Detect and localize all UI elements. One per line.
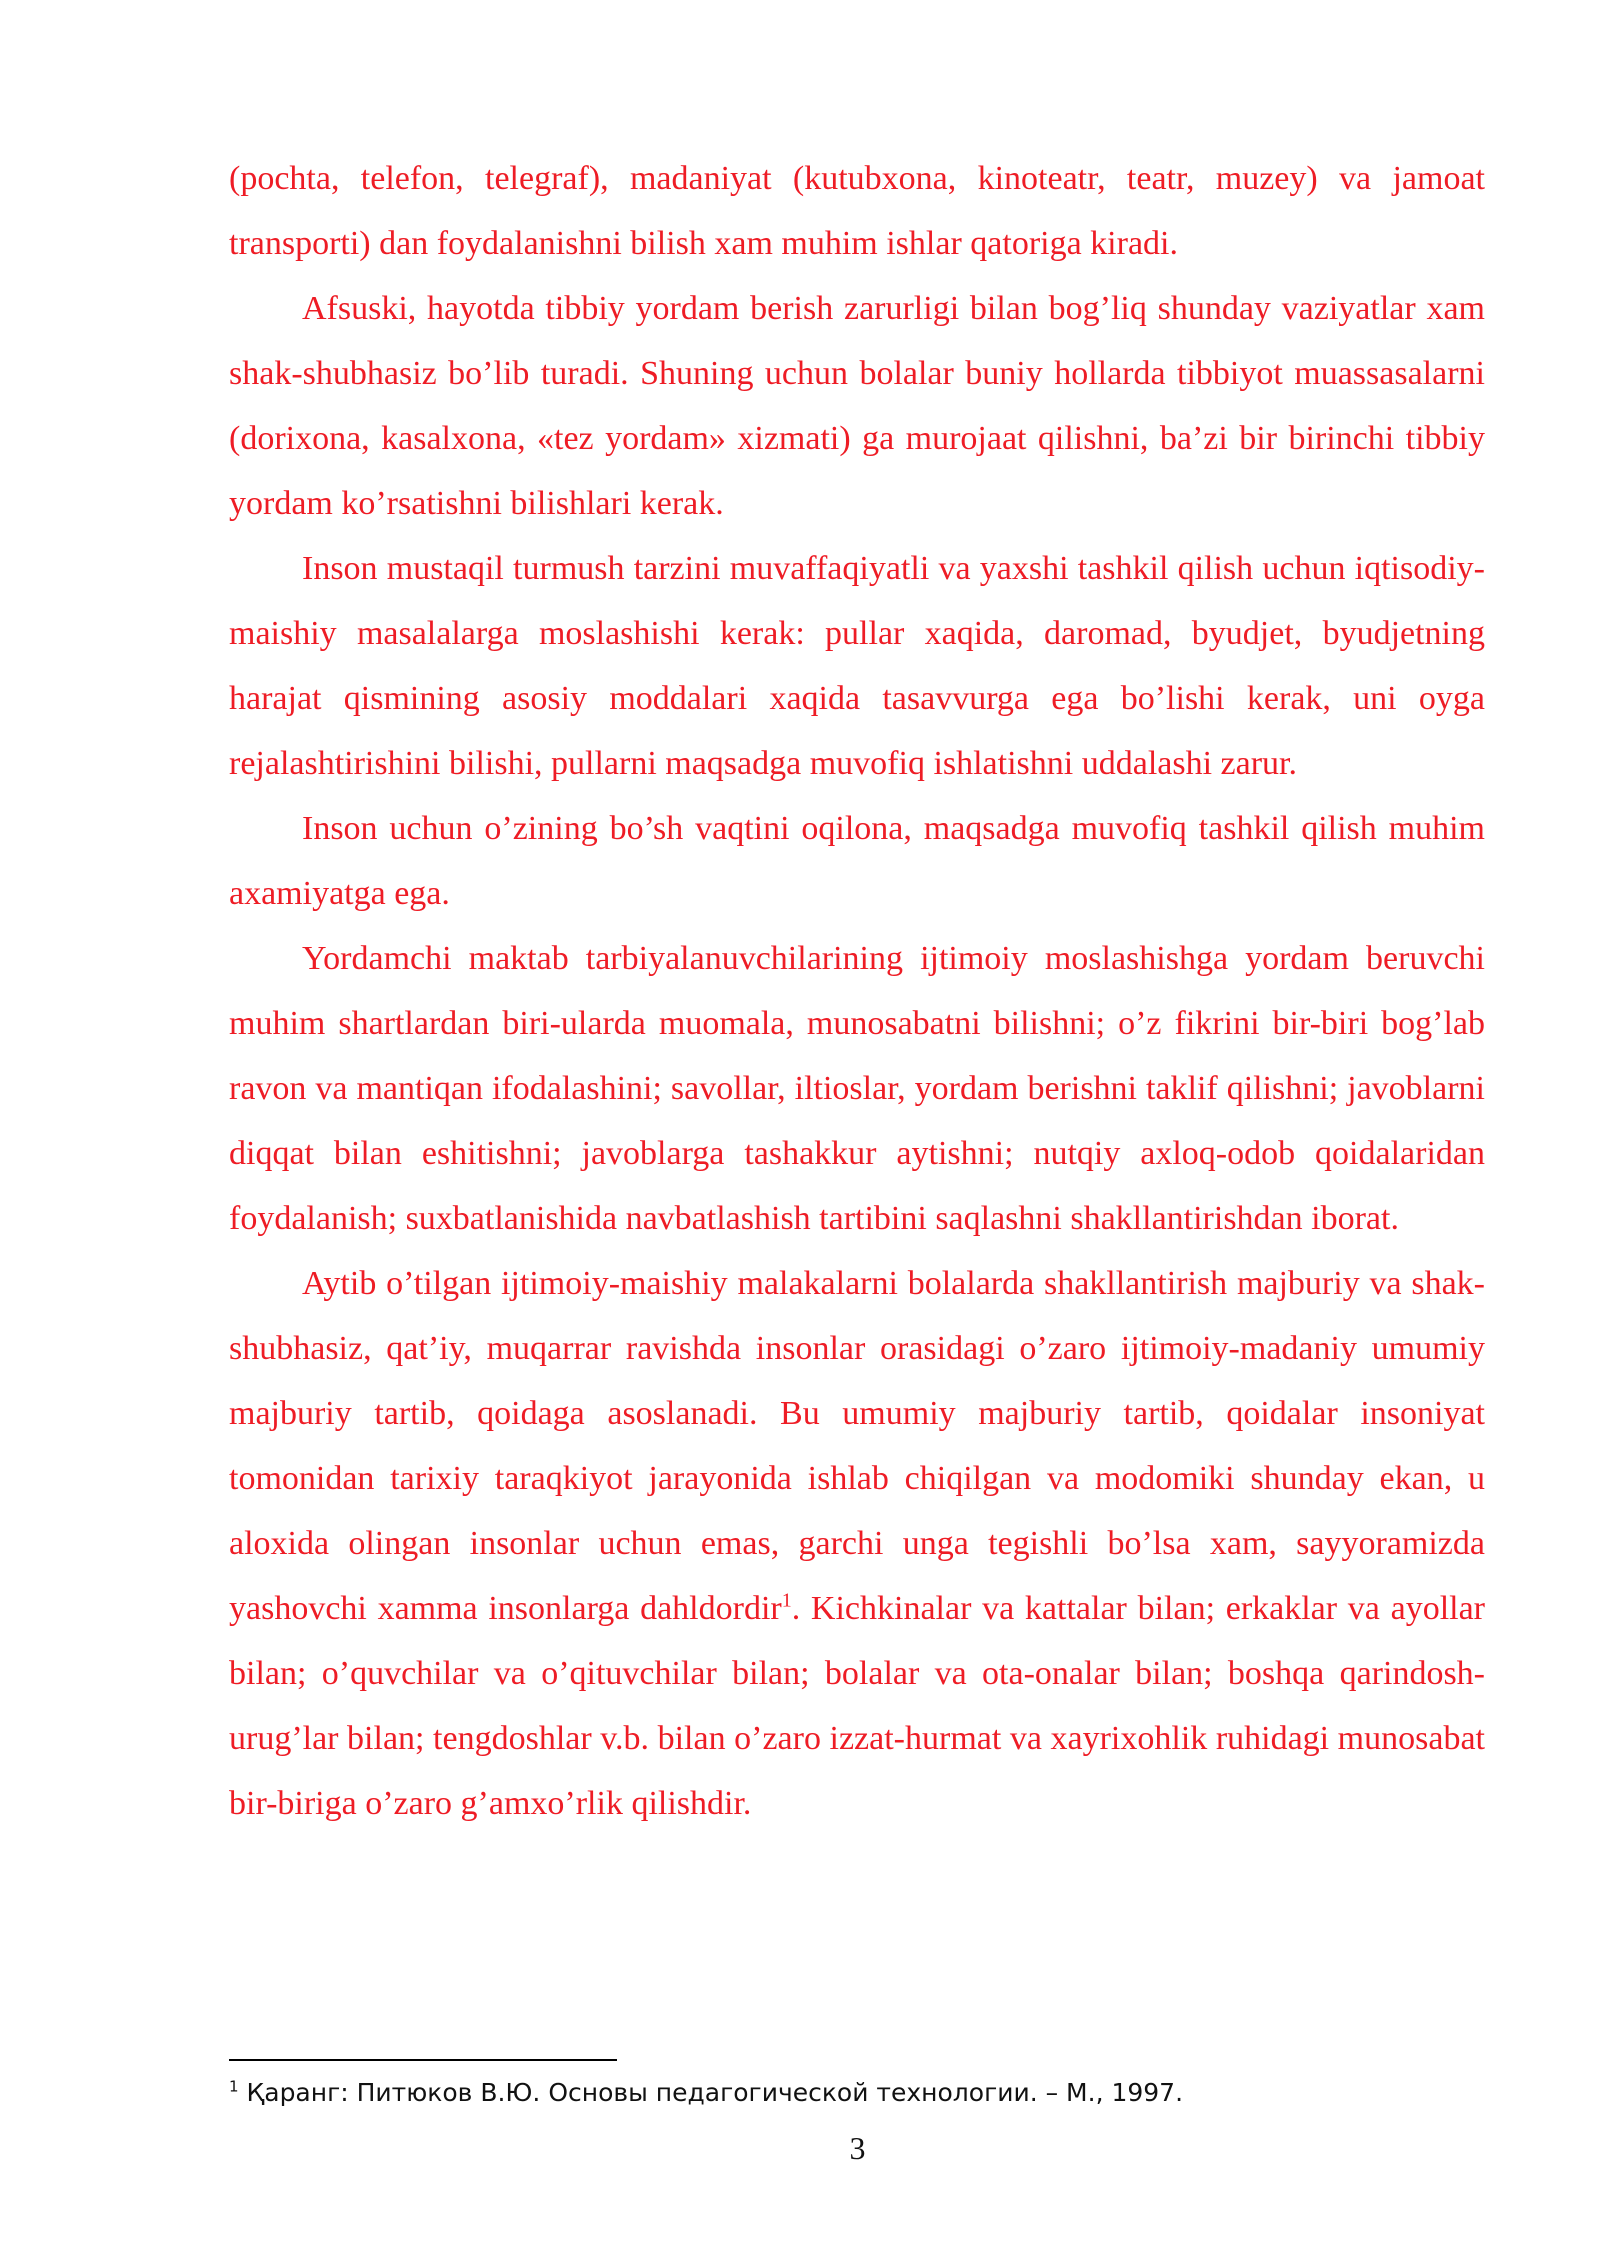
body-text bbox=[229, 146, 1485, 1836]
paragraph-6-part-2: . Kichkinalar va kattalar bilan; erkaklar va ayollar bilan; o’quvchilar va o’qituvchilar bilan; bolalar va ota-onalar bilan; boshqa qarindosh-urug’lar bilan; tengdoshlar v.b. bilan o’zaro izzat-hurmat va xayrixohlik ruhidagi munosabat bir-biriga o’zaro g’amxo’rlik qilishdir. bbox=[229, 1590, 1485, 1822]
paragraph-3: Inson mustaqil turmush tarzini muvaffaqiyatli va yaxshi tashkil qilish uchun iqtisodiy-maishiy masalalarga moslashishi kerak: pullar xaqida, daromad, byudjet, byudjetning harajat qismining asosiy moddalari xaqida tasavvurga ega bo’lishi kerak, uni oyga rejalashtirishini bilishi, pullarni maqsadga muvofiq ishlatishni uddalashi zarur. bbox=[229, 550, 1485, 782]
paragraph-6 bbox=[229, 1251, 1485, 1836]
paragraph-4: Inson uchun o’zining bo’sh vaqtini oqilona, maqsadga muvofiq tashkil qilish muhim axamiyatga ega. bbox=[229, 810, 1485, 912]
paragraph-5: Yordamchi maktab tarbiyalanuvchilarining ijtimoiy moslashishga yordam beruvchi muhim shartlardan biri-ularda muomala, munosabatni bilishni; o’z fikrini bir-biri bog’lab ravon va mantiqan ifodalashini; savollar, iltioslar, yordam berishni taklif qilishni; javoblarni diqqat bilan eshitishni; javoblarga tashakkur aytishni; nutqiy axloq-odob qoidalaridan foydalanish; suxbatlanishida navbatlashish tartibini saqlashni shakllantirishdan iborat. bbox=[229, 940, 1485, 1237]
footnote-text: Қаранг: Питюков В.Ю. Основы педагогической технологии. – М., 1997. bbox=[238, 2078, 1184, 2107]
footnote bbox=[229, 2076, 1485, 2110]
footnote-reference[interactable]: 1 bbox=[781, 1589, 792, 1612]
footnote-mark: 1 bbox=[229, 2077, 239, 2096]
paragraph-2: Afsuski, hayotda tibbiy yordam berish zarurligi bilan bog’liq shunday vaziyatlar xam shak-shubhasiz bo’lib turadi. Shuning uchun bolalar buniy hollarda tibbiyot muassasalarni (dorixona, kasalxona, «tez yordam» xizmati) ga murojaat qilishni, ba’zi bir birinchi tibbiy yordam ko’rsatishni bilishlari kerak. bbox=[229, 290, 1485, 522]
paragraph-1: (pochta, telefon, telegraf), madaniyat (kutubxona, kinoteatr, teatr, muzey) va jamoat transporti) dan foydalanishni bilish xam muhim ishlar qatoriga kiradi. bbox=[229, 160, 1485, 262]
footnote-separator bbox=[229, 2059, 617, 2061]
paragraph-6-part-1: Aytib o’tilgan ijtimoiy-maishiy malakalarni bolalarda shakllantirish majburiy va shak-shubhasiz, qat’iy, muqarrar ravishda insonlar orasidagi o’zaro ijtimoiy-madaniy umumiy majburiy tartib, qoidaga asoslanadi. Bu umumiy majburiy tartib, qoidalar insoniyat tomonidan tarixiy taraqkiyot jarayonida ishlab chiqilgan va modomiki shunday ekan, u aloxida olingan insonlar uchun emas, garchi unga tegishli bo’lsa xam, sayyoramizda yashovchi xamma insonlarga dahldordir bbox=[229, 1265, 1485, 1627]
page-number: 3 bbox=[849, 2130, 866, 2166]
